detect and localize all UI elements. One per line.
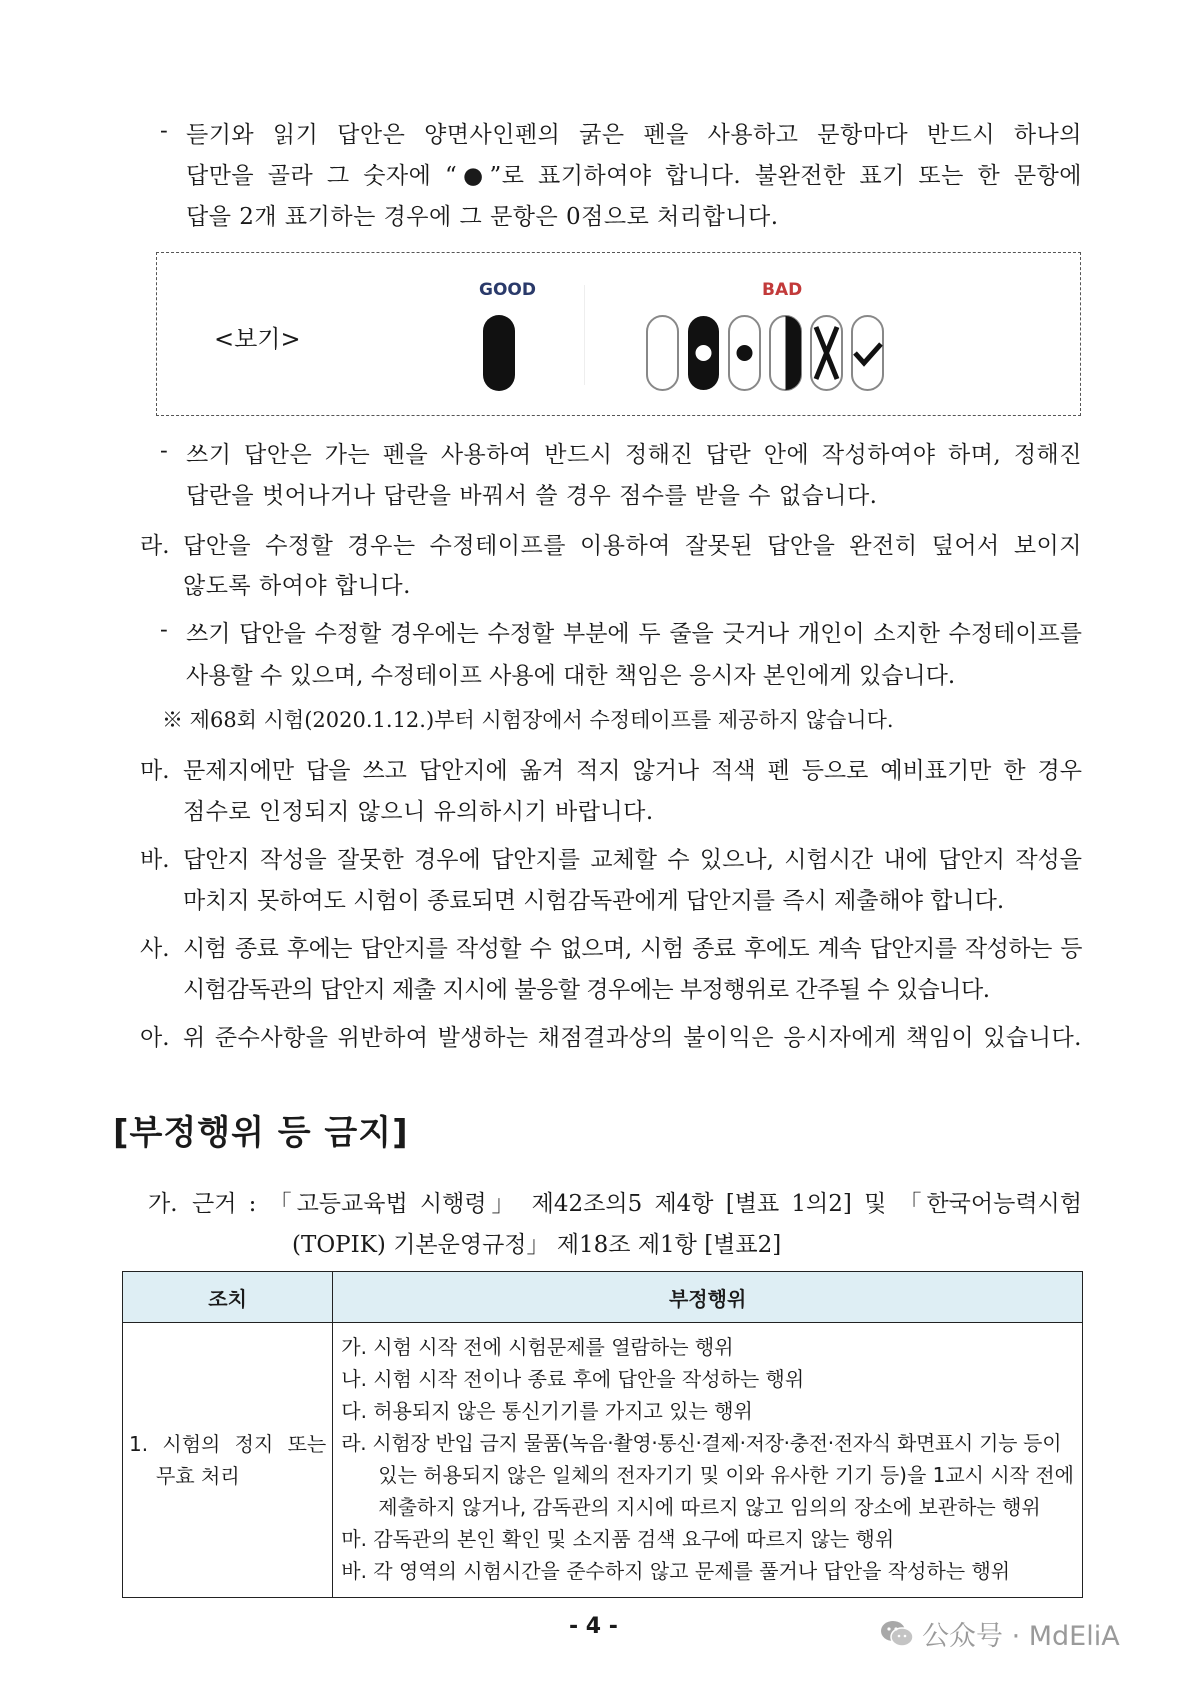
example-label: <보기> bbox=[214, 325, 301, 353]
rule-line: 쓰기 답안을 수정할 경우에는 수정할 부분에 두 줄을 긋거나 개인이 소지한 수정테이프를 bbox=[186, 621, 1082, 647]
misconduct-table bbox=[122, 1271, 1083, 1598]
misconduct-item: 나. 시험 시작 전이나 종료 후에 답안을 작성하는 행위 bbox=[341, 1367, 805, 1391]
rule-line: 답만을 골라 그 숫자에 “●”로 표기하여야 합니다. 불완전한 표기 또는 한 문항에 bbox=[186, 163, 1082, 189]
page-number: - 4 - bbox=[569, 1614, 618, 1639]
rule-line: 사용할 수 있으며, 수정테이프 사용에 대한 책임은 응시자 본인에게 있습니다. bbox=[186, 663, 956, 689]
basis-line: 근거 : 「고등교육법 시행령」 제42조의5 제4항 [별표 1의2] 및 「한국어능력시험 bbox=[192, 1191, 1082, 1217]
basis-marker: 가. bbox=[148, 1191, 178, 1217]
column-header-measure: 조치 bbox=[123, 1272, 333, 1323]
rule-line: 답안을 수정할 경우는 수정테이프를 이용하여 잘못된 답안을 완전히 덮어서 보이지 bbox=[183, 533, 1082, 559]
rule-line: 않도록 하여야 합니다. bbox=[183, 573, 411, 599]
wechat-icon bbox=[880, 1619, 914, 1649]
misconduct-item: 라. 시험장 반입 금지 물품(녹음·촬영·통신·결제·저장·충전·전자식 화면표시 기능 등이 bbox=[341, 1431, 1062, 1455]
good-label: GOOD bbox=[479, 280, 536, 300]
watermark bbox=[880, 1614, 1120, 1653]
measure-line: 1. 시험의 정지 또는 bbox=[129, 1432, 327, 1456]
misconduct-item-continued: 있는 허용되지 않은 일체의 전자기기 및 이와 유사한 기기 등)을 1교시 시작 전에 bbox=[378, 1463, 1074, 1487]
dash-bullet: - bbox=[160, 438, 168, 464]
basis-line: (TOPIK) 기본운영규정」 제18조 제1항 [별표2] bbox=[292, 1232, 782, 1258]
item-marker: 사. bbox=[140, 936, 170, 962]
misconduct-item: 다. 허용되지 않은 통신기기를 가지고 있는 행위 bbox=[341, 1399, 753, 1423]
rule-line: 마치지 못하여도 시험이 종료되면 시험감독관에게 답안지를 즉시 제출해야 합니다. bbox=[183, 888, 1005, 914]
item-marker: 마. bbox=[140, 758, 170, 784]
column-header-misconduct: 부정행위 bbox=[333, 1272, 1083, 1323]
rule-line: 답안지 작성을 잘못한 경우에 답안지를 교체할 수 있으나, 시험시간 내에 답안지 작성을 bbox=[183, 847, 1082, 873]
rule-line: 위 준수사항을 위반하여 발생하는 채점결과상의 불이익은 응시자에게 책임이 있습니다. bbox=[183, 1025, 1082, 1051]
rule-line: 문제지에만 답을 쓰고 답안지에 옮겨 적지 않거나 적색 펜 등으로 예비표기만 한 경우 bbox=[183, 758, 1082, 784]
misconduct-item: 바. 각 영역의 시험시간을 준수하지 않고 문제를 풀거나 답안을 작성하는 행위 bbox=[341, 1559, 1011, 1583]
rule-line: 쓰기 답안은 가는 펜을 사용하여 반드시 정해진 답란 안에 작성하여야 하며, 정해진 bbox=[186, 442, 1082, 468]
rule-line: 답을 2개 표기하는 경우에 그 문항은 0점으로 처리합니다. bbox=[186, 204, 779, 230]
bad-marks-icon bbox=[644, 313, 896, 393]
measure-line: 무효 처리 bbox=[156, 1464, 240, 1488]
misconduct-item-continued: 제출하지 않거나, 감독관의 지시에 따르지 않고 임의의 장소에 보관하는 행위 bbox=[378, 1495, 1041, 1519]
misconduct-item: 가. 시험 시작 전에 시험문제를 열람하는 행위 bbox=[341, 1335, 734, 1359]
bad-label: BAD bbox=[762, 280, 803, 300]
watermark-text: 公众号 · MdEliA bbox=[922, 1621, 1120, 1652]
rule-line: 답란을 벗어나거나 답란을 바꿔서 쓸 경우 점수를 받을 수 없습니다. bbox=[186, 483, 878, 509]
section-heading: [부정행위 등 금지] bbox=[113, 1113, 409, 1153]
rule-line: 점수로 인정되지 않으니 유의하시기 바랍니다. bbox=[183, 799, 654, 825]
rule-line: 듣기와 읽기 답안은 양면사인펜의 굵은 펜을 사용하고 문항마다 반드시 하나의 bbox=[186, 122, 1082, 148]
table-header-row bbox=[123, 1272, 1083, 1323]
table-row bbox=[123, 1323, 1083, 1598]
example-divider bbox=[584, 285, 585, 385]
item-marker: 바. bbox=[140, 847, 170, 873]
dash-bullet: - bbox=[160, 617, 168, 643]
measure-cell bbox=[123, 1323, 333, 1598]
good-mark-icon bbox=[481, 313, 517, 393]
misconduct-item: 마. 감독관의 본인 확인 및 소지품 검색 요구에 따르지 않는 행위 bbox=[341, 1527, 895, 1551]
dash-bullet: - bbox=[160, 118, 168, 144]
marking-example-box bbox=[156, 252, 1081, 416]
rule-line: 시험감독관의 답안지 제출 지시에 불응할 경우에는 부정행위로 간주될 수 있습니다. bbox=[183, 977, 990, 1003]
item-marker: 아. bbox=[140, 1025, 170, 1051]
rule-line: 시험 종료 후에는 답안지를 작성할 수 없으며, 시험 종료 후에도 계속 답안지를 작성하는 등 bbox=[183, 936, 1082, 962]
misconduct-cell bbox=[333, 1323, 1083, 1598]
note-text: ※ 제68회 시험(2020.1.12.)부터 시험장에서 수정테이프를 제공하지 않습니다. bbox=[162, 708, 894, 732]
item-marker: 라. bbox=[140, 533, 170, 559]
